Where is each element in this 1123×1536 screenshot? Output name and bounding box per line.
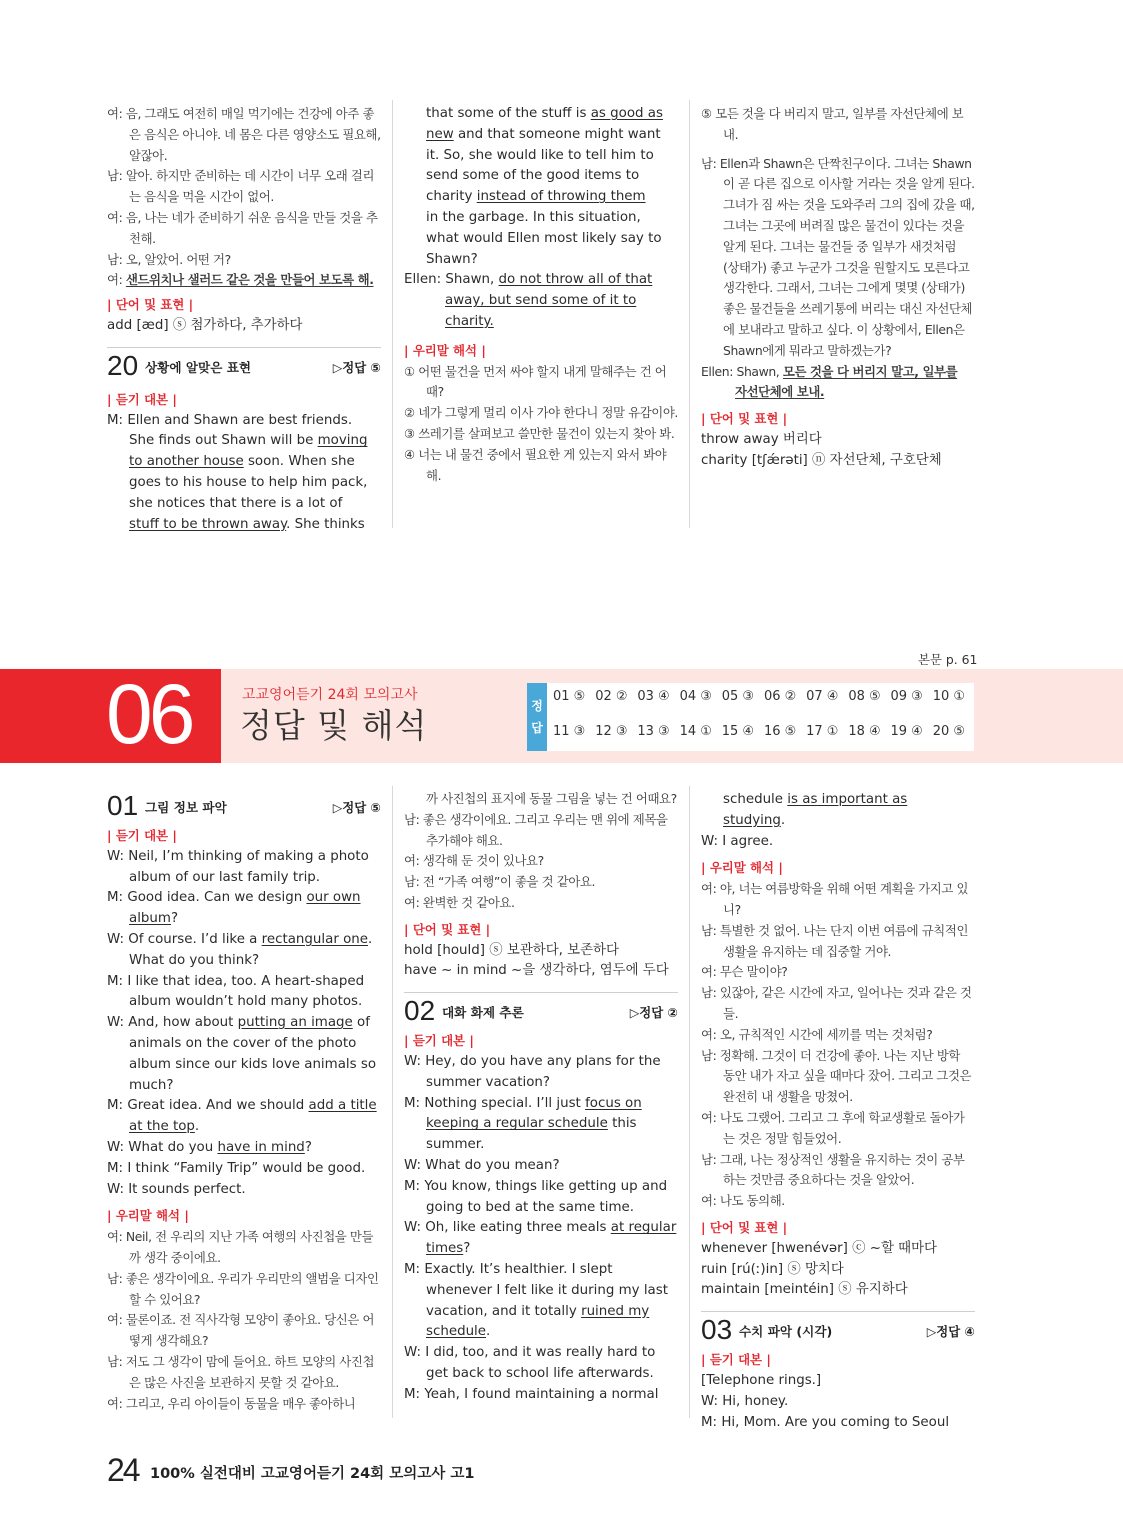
vocab-item: charity [tʃǽrəti] ⓝ 자선단체, 구호단체 <box>701 452 942 468</box>
top-column-2 <box>404 104 680 486</box>
dialog-line <box>701 1191 975 1212</box>
script-line: M: Ellen and Shawn are best friends. <box>107 412 353 428</box>
speaker-label: 남: <box>701 1151 720 1167</box>
answer-label: ▷정답 ② <box>629 1005 678 1021</box>
answer-key-item: 12 ③ <box>595 724 628 739</box>
bottom-column-2 <box>404 789 678 1406</box>
dialog-line <box>701 1108 975 1150</box>
speaker-label: 남: <box>701 1047 720 1063</box>
dialog-line <box>107 1269 381 1311</box>
answer-row <box>553 724 975 739</box>
answer-key-item: 02 ② <box>595 689 628 704</box>
chapter-number: 06 <box>106 667 192 761</box>
question-header <box>107 347 381 386</box>
script-line: M: Good idea. Can we design our own <box>107 890 361 906</box>
dialog-line <box>701 962 975 983</box>
translation-heading: | 우리말 해석 | <box>404 342 486 358</box>
column-divider <box>689 786 690 1418</box>
korean-dialog <box>701 879 975 1212</box>
dialog-line <box>701 879 975 921</box>
speaker-label: 여: <box>107 1312 126 1328</box>
question-number: 20 <box>107 349 139 381</box>
answer-translation: Ellen: Shawn, 모든 것을 다 버리지 말고, 일부를 <box>701 363 958 379</box>
dialog-text: 완벽한 것 같아요. <box>422 894 515 910</box>
question-number: 02 <box>404 995 436 1027</box>
answer-label: ▷정답 ⑤ <box>332 359 381 375</box>
korean-dialog <box>107 1227 381 1414</box>
question-header <box>404 992 678 1031</box>
answer-label: ▷정답 ④ <box>926 1324 975 1340</box>
translation-heading: | 우리말 해석 | <box>701 860 783 876</box>
dialog-text: 오, 알았어. 어떤 거? <box>125 251 231 267</box>
answer-tag: 정 답 <box>527 683 547 751</box>
answer-label: ▷정답 ⑤ <box>332 800 381 815</box>
dialog-line <box>107 104 381 166</box>
speaker-label: 여: <box>701 1026 720 1042</box>
speaker-label: 남: <box>107 1270 126 1286</box>
script-line: W: What do you mean? <box>404 1157 560 1173</box>
answer-key-item: 03 ④ <box>637 689 670 704</box>
speaker-label: 남: <box>404 811 423 827</box>
dialog-text: 생각해 둔 것이 있나요? <box>422 853 544 869</box>
speaker-label: 여: <box>107 1395 126 1411</box>
script-line: animals on the cover of the photo <box>129 1035 357 1051</box>
script-line: summer. <box>426 1137 485 1153</box>
speaker-label: 여: <box>701 1193 720 1209</box>
script-line: W: What do you have in mind? <box>107 1139 312 1155</box>
question-header <box>701 1311 975 1350</box>
book-title: 100% 실전대비 고교영어듣기 24회 모의고사 고1 <box>150 1466 475 1482</box>
speaker-label: 남: <box>701 985 720 1001</box>
answer-key-item: 08 ⑤ <box>848 689 881 704</box>
vocab-item: throw away 버리다 <box>701 431 822 447</box>
dialog-line <box>701 1046 975 1108</box>
column-divider <box>392 100 393 528</box>
bottom-column-1 <box>107 788 381 1414</box>
page-reference: 본문 p. 61 <box>918 652 978 667</box>
dialog-line: 여: 샌드위치나 샐러드 같은 것을 만들어 보도록 해. <box>107 272 374 288</box>
speaker-label: 여: <box>107 106 126 121</box>
answer-sentence: 샌드위치나 샐러드 같은 것을 만들어 보도록 해. <box>125 272 374 288</box>
question-title: 그림 정보 파악 <box>145 800 227 815</box>
dialog-line <box>107 250 381 271</box>
vocab-heading: | 단어 및 표현 | <box>404 921 491 937</box>
script-heading: | 듣기 대본 | <box>107 828 177 843</box>
script-line: M: Hi, Mom. Are you coming to Seoul <box>701 1414 950 1430</box>
script-line: what would Ellen most likely say to <box>426 230 662 246</box>
bottom-column-3 <box>701 790 975 1433</box>
option-item: ④ 너는 내 물건 중에서 필요한 게 있는지 와서 봐야 해. <box>404 446 667 483</box>
korean-dialog <box>107 104 381 270</box>
speaker-label: 여: <box>404 853 423 869</box>
vocab-item: maintain [meintéin] ⓢ 유지하다 <box>701 1282 908 1298</box>
script-line: Shawn? <box>426 251 478 267</box>
script-line: charity instead of throwing them <box>426 189 646 205</box>
korean-dialog <box>404 810 678 914</box>
dialog-text: 물론이죠. 전 직사각형 모양이 좋아요. 당신은 어떻게 생각해요? <box>125 1312 375 1349</box>
question-title: 수치 파악 (시각) <box>739 1324 833 1340</box>
vocab-item: have ~ in mind ~을 생각하다, 염두에 두다 <box>404 963 669 979</box>
vocab-item: hold [hould] ⓢ 보관하다, 보존하다 <box>404 942 619 958</box>
top-column-3 <box>701 104 975 472</box>
script-heading: | 듣기 대본 | <box>404 1033 474 1049</box>
speaker-label: 여: <box>107 209 126 225</box>
script-heading: | 듣기 대본 | <box>701 1352 771 1368</box>
answer-key-item: 19 ④ <box>890 724 923 739</box>
dialog-line <box>404 810 678 852</box>
script-line: goes to his house to help him pack, <box>129 474 368 490</box>
script-line: M: Great idea. And we should add a title <box>107 1098 377 1114</box>
answer-key-item: 15 ④ <box>721 724 755 739</box>
script-line: schedule is as important as <box>723 792 908 807</box>
column-divider <box>689 100 690 528</box>
answer-key-item: 06 ② <box>763 689 797 704</box>
script-line: W: Hey, do you have any plans for the <box>404 1053 661 1069</box>
dialog-line <box>701 1025 975 1046</box>
option-item: ① 어떤 물건을 먼저 싸야 할지 내게 말해주는 건 어때? <box>404 363 667 400</box>
answer-key-item: 05 ③ <box>721 689 755 704</box>
speaker-label: 남: <box>404 874 423 890</box>
dialog-line <box>701 1150 975 1192</box>
script-line: stuff to be thrown away. She thinks <box>129 516 365 532</box>
dialog-line <box>107 166 381 208</box>
vocab-heading: | 단어 및 표현 | <box>107 297 194 313</box>
script-line: W: Oh, like eating three meals at regular <box>404 1220 677 1236</box>
script-line: W: It sounds perfect. <box>107 1181 246 1197</box>
option-item: ⑤ 모든 것을 다 버리지 말고, 일부를 자선단체에 보내. <box>701 106 964 142</box>
dialog-text: 나도 동의해. <box>719 1193 785 1209</box>
script-line: album? <box>129 911 179 927</box>
top-column-1 <box>107 104 381 535</box>
vocab-item: whenever [hwenévər] ⓒ ~할 때마다 <box>701 1240 937 1256</box>
dialog-text: 나도 그랬어. 그리고 그 후에 학교생활로 돌아가는 것은 정말 힘들었어. <box>719 1109 965 1146</box>
answer-key-item: 20 ⑤ <box>932 724 966 739</box>
script-line: W: I did, too, and it was really hard to <box>404 1345 656 1361</box>
question-header <box>107 788 381 826</box>
dialog-line <box>107 1227 381 1269</box>
vocab-heading: | 단어 및 표현 | <box>701 411 788 427</box>
script-line: it. So, she would like to tell him to <box>426 147 654 163</box>
answer-key-item: 14 ① <box>679 724 712 739</box>
answer-key-item: 13 ③ <box>637 724 670 739</box>
dialog-line: 까 사진첩의 표지에 동물 그림을 넣는 건 어때요? <box>426 791 677 806</box>
speaker-label: 남: <box>107 251 126 267</box>
script-line: W: Neil, I’m thinking of making a photo <box>107 848 369 864</box>
script-line: new and that someone might want <box>426 126 661 142</box>
dialog-line <box>701 921 975 963</box>
speaker-label: 여: <box>404 894 423 910</box>
script-line: get back to school life afterwards. <box>426 1365 654 1381</box>
dialog-line <box>107 1394 381 1415</box>
speaker-label: 남: <box>107 168 126 184</box>
dialog-text: 그래, 나는 정상적인 생활을 유지하는 것이 공부하는 것만큼 중요하다는 것을 알았어. <box>719 1151 965 1188</box>
speaker-label: 여: <box>107 1229 126 1245</box>
answer-key-item: 11 ③ <box>553 724 586 739</box>
script-line: away, but send some of it to <box>445 293 637 309</box>
chapter-title: 정답 및 해석 <box>240 706 428 745</box>
script-line: She finds out Shawn will be moving <box>129 433 368 449</box>
script-line: much? <box>129 1077 174 1093</box>
script-line: M: Yeah, I found maintaining a normal <box>404 1386 659 1402</box>
script-line: W: And, how about putting an image of <box>107 1015 370 1031</box>
answer-row <box>553 689 975 704</box>
script-line: in the garbage. In this situation, <box>426 209 641 225</box>
answer-key-item: 10 ① <box>932 689 966 704</box>
narration-translation: 남: Ellen과 Shawn은 단짝친구이다. 그녀는 Shawn이 곧 다른 집으로 이사할 거라는 것을 알게 된다. 그녀가 짐 싸는 것을 도와주러 그의 집에 갔을 때, 그녀는 그곳에 버려질 많은 물건이 있다는 것을 알게 된다. 그녀는 물건들 중 일부가 새것처럼 (상태가) 좋고 누군가 그것을 원할지도 모른다고 생각한다. 그래서, 그녀는 그에게 몇몇 (상태가) 좋은 물건들을 쓰레기통에 버리는 대신 자선단체에 보내라고 말하고 싶다. 이 상황에서, Ellen은 Shawn에게 뭐라고 말하겠는가? <box>701 155 975 358</box>
script-line: M: I like that idea, too. A heart-shaped <box>107 973 365 989</box>
script-line: charity. <box>445 313 494 329</box>
speaker-label: 남: <box>107 1353 126 1369</box>
dialog-text: 오, 규칙적인 시간에 세끼를 먹는 것처럼? <box>719 1026 933 1042</box>
answer-key-item: 16 ⑤ <box>763 724 797 739</box>
speaker-label: 여: <box>701 1109 720 1125</box>
page-number: 24 <box>107 1452 139 1488</box>
option-list <box>404 362 680 487</box>
script-line: times? <box>426 1241 471 1257</box>
dialog-text: 좋은 생각이에요. 그리고 우리는 맨 위에 제목을 추가해야 해요. <box>422 811 668 848</box>
dialog-line <box>701 983 975 1025</box>
speaker-label: 남: <box>701 922 720 938</box>
vocab-heading: | 단어 및 표현 | <box>701 1219 788 1235</box>
speaker-label: 여: <box>701 881 720 897</box>
script-line: album wouldn’t hold many photos. <box>129 994 363 1010</box>
dialog-text: 전 “가족 여행”이 좋을 것 같아요. <box>422 874 595 890</box>
dialog-line <box>404 872 678 893</box>
vocab-item: add [æd] ⓢ 첨가하다, 추가하다 <box>107 317 303 333</box>
dialog-text: 음, 그래도 여전히 매일 먹기에는 건강에 아주 좋은 음식은 아니야. 네 몸은 다른 영양소도 필요해, 알잖아. <box>125 106 381 163</box>
answer-key-item: 17 ① <box>806 724 839 739</box>
script-line: going to bed at the same time. <box>426 1199 635 1215</box>
dialog-line <box>404 851 678 872</box>
question-title: 상황에 알맞은 표현 <box>145 359 252 375</box>
dialog-text: 정확해. 그것이 더 건강에 좋아. 나는 지난 방학 동안 내가 자고 싶을 때마다 잤어. 그리고 그것은 완전히 내 생활을 망쳤어. <box>719 1047 972 1105</box>
answer-key-item: 01 ⑤ <box>553 689 586 704</box>
script-line: schedule. <box>426 1324 491 1340</box>
column-divider <box>392 786 393 1418</box>
script-line: M: Nothing special. I’ll just focus on <box>404 1095 642 1111</box>
script-line: W: I agree. <box>701 833 774 849</box>
translation-heading: | 우리말 해석 | <box>107 1208 189 1224</box>
answer-key-item: 18 ④ <box>848 724 881 739</box>
script-line: W: Hi, honey. <box>701 1393 789 1409</box>
answer-key-box <box>547 683 974 751</box>
script-line: M: You know, things like getting up and <box>404 1178 668 1194</box>
script-line: that some of the stuff is as good as <box>426 106 663 121</box>
dialog-line <box>107 208 381 250</box>
script-line: keeping a regular schedule this <box>426 1116 637 1132</box>
chapter-subtitle: 고교영어듣기 24회 모의고사 <box>242 687 418 703</box>
option-item: ③ 쓰레기를 살펴보고 쓸만한 물건이 있는지 찾아 봐. <box>404 425 675 441</box>
dialog-text: 좋은 생각이에요. 우리가 우리만의 앨범을 디자인할 수 있어요? <box>125 1270 379 1307</box>
vocab-item: ruin [rú(ː)in] ⓢ 망치다 <box>701 1261 844 1277</box>
option-item: ② 네가 그렇게 멀리 이사 가야 한다니 정말 유감이야. <box>404 405 678 421</box>
script-line: summer vacation? <box>426 1074 551 1090</box>
dialog-text: 저도 그 생각이 맘에 들어요. 하트 모양의 사진첩은 많은 사진을 보관하지 못할 것 같아요. <box>125 1353 375 1390</box>
question-number: 01 <box>107 790 139 821</box>
dialog-line <box>107 1352 381 1394</box>
script-line: Ellen: Shawn, do not throw all of that <box>404 272 653 288</box>
script-line: album since our kids love animals so <box>129 1056 377 1072</box>
answer-key-item: 04 ③ <box>679 689 712 704</box>
script-heading: | 듣기 대본 | <box>107 391 177 407</box>
script-line: studying. <box>723 812 786 828</box>
script-line: whenever I felt like it during my last <box>426 1282 668 1298</box>
dialog-line <box>107 1310 381 1352</box>
script-line: at the top. <box>129 1119 200 1135</box>
speaker-label: 여: <box>701 964 720 980</box>
dialog-text: 음, 나는 네가 준비하기 쉬운 음식을 만들 것을 추천해. <box>125 209 378 246</box>
dialog-line <box>404 893 678 914</box>
script-line: M: Exactly. It’s healthier. I slept <box>404 1261 613 1277</box>
script-line: she notices that there is a lot of <box>129 495 343 511</box>
question-number: 03 <box>701 1314 733 1346</box>
answer-translation: 자선단체에 보내. <box>735 384 825 400</box>
script-line: send some of the good items to <box>426 168 640 184</box>
script-line: to another house soon. When she <box>129 454 355 470</box>
dialog-text: 무슨 말이야? <box>719 964 788 980</box>
script-line: vacation, and it totally ruined my <box>426 1303 650 1319</box>
script-line: W: Of course. I’d like a rectangular one. <box>107 931 373 947</box>
answer-key-item: 07 ④ <box>806 689 839 704</box>
dialog-text: 야, 너는 여름방학을 위해 어떤 계획을 가지고 있니? <box>719 881 969 917</box>
dialog-text: 특별한 것 없어. 나는 단지 이번 여름에 규칙적인 생활을 유지하는 데 집중할 거야. <box>719 922 969 959</box>
script-line: [Telephone rings.] <box>701 1372 822 1388</box>
question-title: 대화 화제 추론 <box>442 1005 524 1021</box>
script-line: M: I think “Family Trip” would be good. <box>107 1160 366 1176</box>
script-line: What do you think? <box>129 952 260 968</box>
dialog-text: 알아. 하지만 준비하는 데 시간이 너무 오래 걸리는 음식을 먹을 시간이 없어. <box>125 168 375 205</box>
dialog-text: 그리고, 우리 아이들이 동물을 매우 좋아하니 <box>125 1395 356 1411</box>
script-line: album of our last family trip. <box>129 869 321 885</box>
dialog-text: Neil, 전 우리의 지난 가족 여행의 사진첩을 만들까 생각 중이에요. <box>125 1229 374 1265</box>
dialog-text: 있잖아, 같은 시간에 자고, 일어나는 것과 같은 것들. <box>719 985 972 1021</box>
answer-key-item: 09 ③ <box>890 689 923 704</box>
